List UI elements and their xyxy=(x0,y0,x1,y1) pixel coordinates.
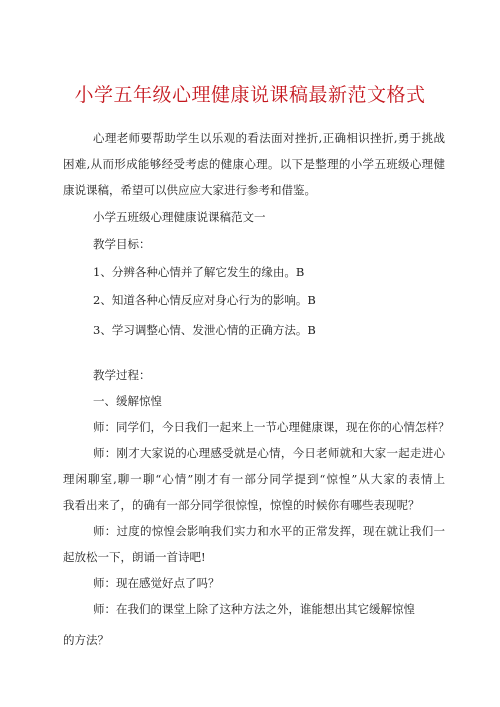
step-one-heading: 一、缓解惊惶 xyxy=(93,394,162,408)
paragraph-5-line-2: 的方法？ xyxy=(63,633,109,647)
document-title: 小学五年级心理健康说课稿最新范文格式 xyxy=(74,84,426,106)
paragraph-1: 师：同学们，今日我们一起来上一节心理健康课，现在你的心情怎样？ xyxy=(93,420,450,434)
paragraph-4: 师：现在感觉好点了吗？ xyxy=(93,576,220,590)
paragraph-2-line-2: 理闲聊室,聊一聊“心情”刚才有一部分同学提到“惊惶”从大家的表情上 xyxy=(63,472,445,486)
objective-item-2: 2、知道各种心情反应对身心行为的影响。B xyxy=(93,293,316,307)
paragraph-2-line-3: 我看出来了，的确有一部分同学很惊惶，惊惶的时候你有哪些表现呢？ xyxy=(63,498,420,512)
intro-line-2: 困难,从而形成能够经受考虑的健康心理。以下是整理的小学五班级心理健 xyxy=(63,157,445,171)
paragraph-3-line-1: 师：过度的惊惶会影响我们实力和水平的正常发挥，现在就让我们一 xyxy=(93,524,445,538)
process-label: 教学过程： xyxy=(93,368,151,382)
paragraph-5-line-1: 师：在我们的课堂上除了这种方法之外，谁能想出其它缓解惊惶 xyxy=(93,602,415,616)
intro-line-3: 康说课稿，希望可以供应应大家进行参考和借鉴。 xyxy=(63,183,316,197)
objective-item-1: 1、分辨各种心情并了解它发生的缘由。B xyxy=(93,265,305,279)
intro-line-1: 心理老师要帮助学生以乐观的看法面对挫折,正确相识挫折,勇于挑战 xyxy=(93,131,445,145)
objectives-label: 教学目标： xyxy=(93,237,151,251)
section-heading: 小学五班级心理健康说课稿范文一 xyxy=(93,210,266,224)
paragraph-2-line-1: 师：刚才大家说的心理感受就是心情，今日老师就和大家一起走进心 xyxy=(93,446,445,460)
objective-item-3: 3、学习调整心情、发泄心情的正确方法。B xyxy=(93,323,316,337)
paragraph-3-line-2: 起放松一下，朗诵一首诗吧! xyxy=(63,550,206,564)
